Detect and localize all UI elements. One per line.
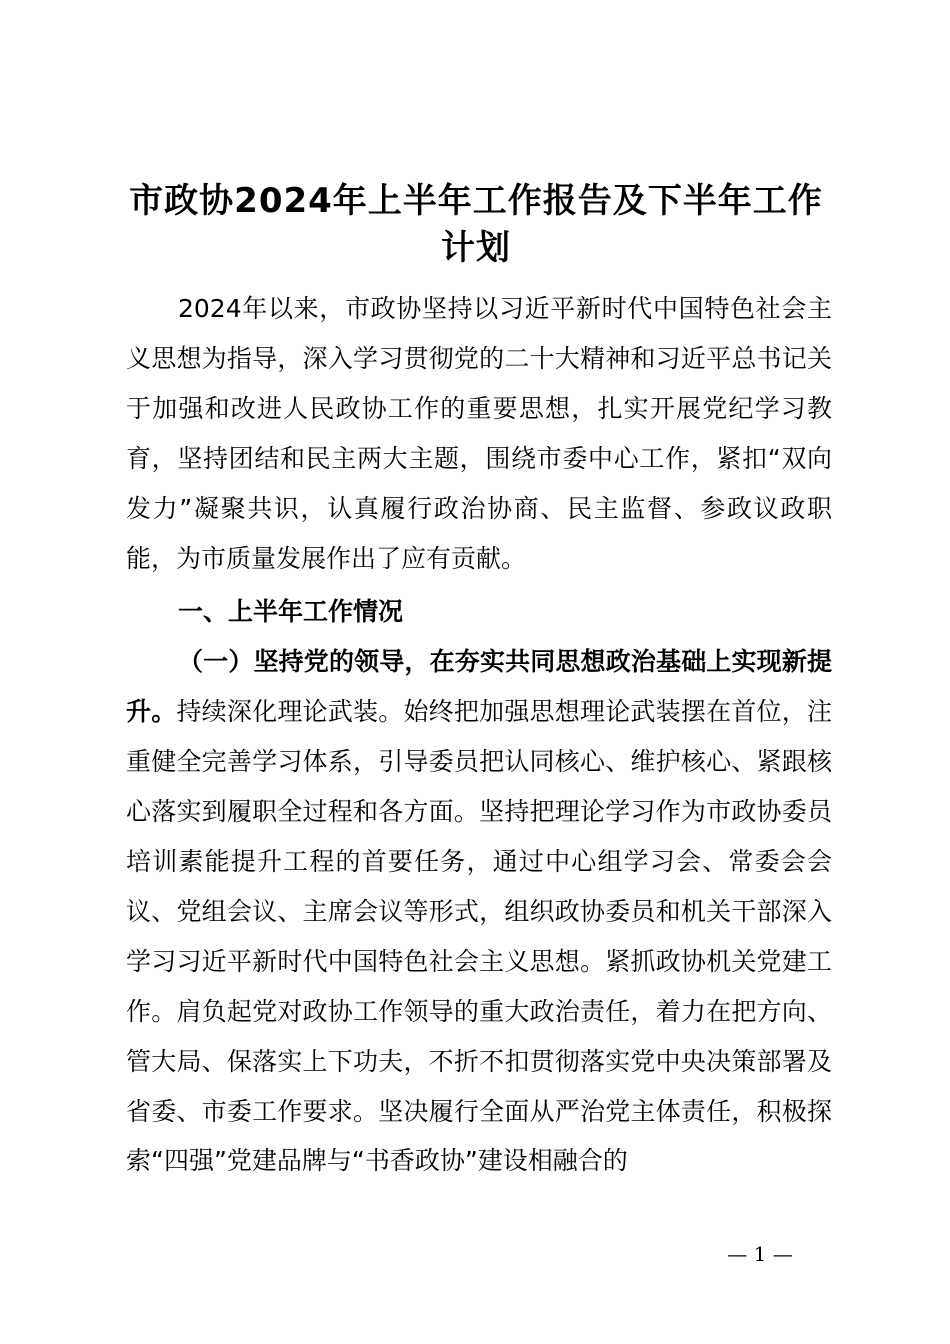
section-heading: 一、上半年工作情况 xyxy=(178,597,404,627)
subsection-text: 持续深化理论武装。始终把加强思想理论武装摆在首位，注重健全完善学习体系，引导委员把认同核心、维护核心、紧跟核心落实到履职全过程和各方面。坚持把理论学习作为市政协委员培训素能提升工程的首要任务，通过中心组学习会、常委会会议、党组会议、主席会议等形式，组织政协委员和机关干部深入学习习近平新时代中国特色社会主义思想。紧抓政协机关党建工作。肩负起党对政协工作领导的重大政治责任，着力在把方向、管大局、保落实上下功夫，不折不扣贯彻落实党中央决策部署及省委、市委工作要求。坚决履行全面从严治党主体责任，积极探索“四强”党建品牌与“书香政协”建设相融合的 xyxy=(126,697,832,1176)
page-number: — 1 — xyxy=(727,1242,793,1266)
subsection-paragraph xyxy=(126,637,832,1186)
document-body xyxy=(126,284,832,1186)
intro-paragraph: 2024年以来，市政协坚持以习近平新时代中国特色社会主义思想为指导，深入学习贯彻党的二十大精神和习近平总书记关于加强和改进人民政协工作的重要思想，扎实开展党纪学习教育，坚持团结和民主两大主题，围绕市委中心工作，紧扣“双向发力”凝聚共识，认真履行政治协商、民主监督、参政议政职能，为市质量发展作出了应有贡献。 xyxy=(126,294,832,573)
document-title: 市政协2024年上半年工作报告及下半年工作计划 xyxy=(129,181,823,268)
subsection-heading: （一）坚持党的领导，在夯实共同思想政治基础上实现新提升。 xyxy=(126,647,832,727)
